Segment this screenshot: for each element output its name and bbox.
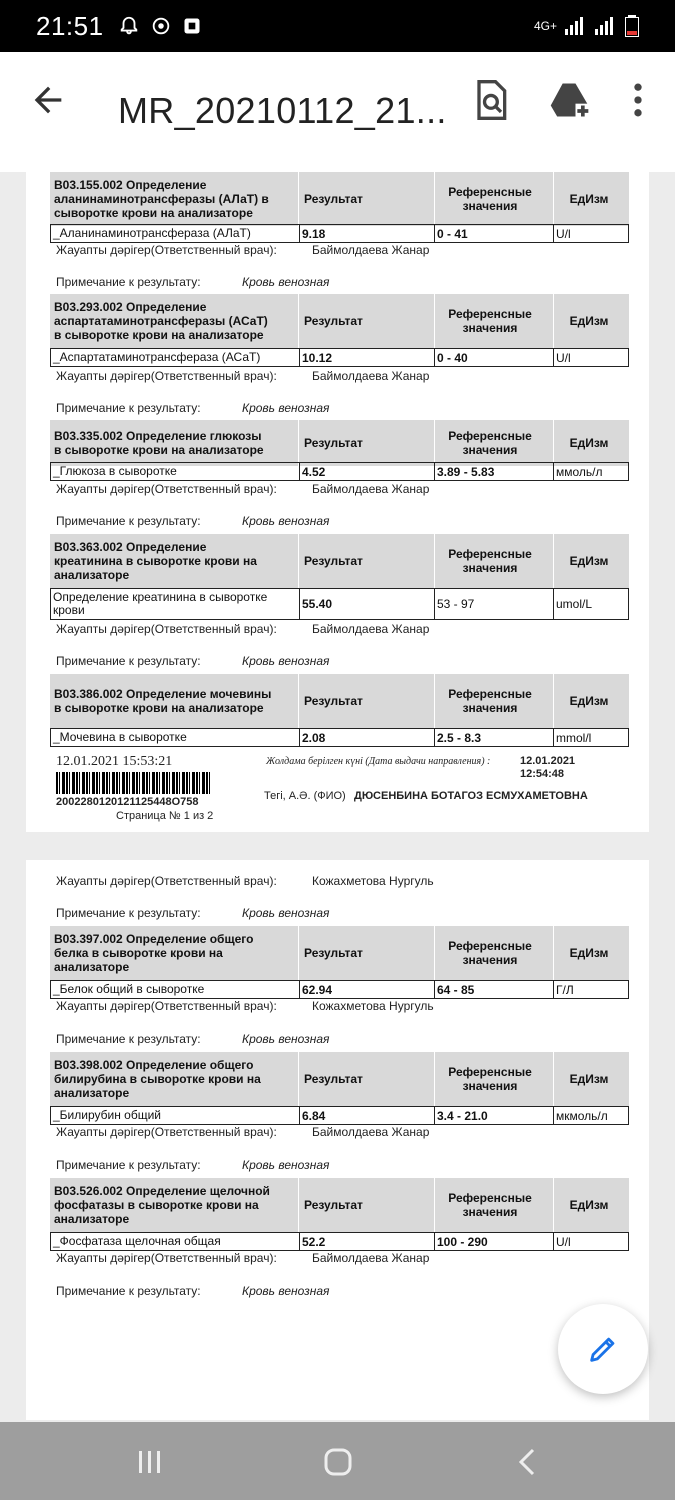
result-unit: U/l — [553, 349, 628, 366]
result-name: _Белок общий в сыворотке — [53, 982, 205, 996]
screenshot-icon — [182, 16, 202, 36]
note-value: Кровь венозная — [242, 654, 330, 668]
page-number: Страница № 1 из 2 — [116, 810, 214, 822]
result-row — [50, 588, 629, 620]
note-label: Примечание к результату: — [56, 275, 201, 289]
result-row — [50, 1106, 629, 1125]
doctor-name: Баймолдаева Жанар — [312, 482, 430, 496]
col-ref: Референсные значения — [448, 1191, 532, 1219]
col-ref: Референсные значения — [448, 939, 532, 967]
document-title: MR_20210112_21... — [118, 90, 447, 131]
result-value: 62.94 — [299, 981, 434, 998]
test-title: B03.293.002 Определение аспартатаминотрансферазы (АСаТ) в сыворотке крови на анализаторе — [54, 300, 268, 342]
doctor-label: Жауапты дәрігер(Ответственный врач): — [56, 1251, 277, 1265]
result-name: _Мочевина в сыворотке — [53, 730, 187, 744]
col-unit: ЕдИзм — [569, 314, 609, 328]
pencil-icon — [586, 1332, 620, 1366]
back-nav-icon[interactable] — [508, 1442, 548, 1482]
col-ref: Референсные значения — [448, 547, 532, 575]
doctor-label: Жауапты дәрігер(Ответственный врач): — [56, 482, 277, 496]
note-label: Примечание к результату: — [56, 514, 201, 528]
result-ref: 100 - 290 — [434, 1233, 554, 1250]
doctor-label: Жауапты дәрігер(Ответственный врач): — [56, 622, 277, 636]
doctor-label: Жауапты дәрігер(Ответственный врач): — [56, 1125, 277, 1139]
print-datetime: 12.01.2021 15:53:21 — [56, 754, 173, 769]
col-unit: ЕдИзм — [569, 1072, 609, 1086]
doctor-label: Жауапты дәрігер(Ответственный врач): — [56, 369, 277, 383]
result-row — [50, 1232, 629, 1251]
result-row — [50, 728, 629, 747]
col-unit: ЕдИзм — [569, 436, 609, 450]
result-ref: 64 - 85 — [434, 981, 554, 998]
result-name: _Билирубин общий — [53, 1108, 161, 1122]
test-title: B03.386.002 Определение мочевины в сыворотке крови на анализаторе — [54, 687, 272, 715]
result-value: 9.18 — [299, 225, 434, 242]
note-value: Кровь венозная — [242, 1158, 330, 1172]
col-result: Результат — [304, 694, 363, 708]
document-page-1 — [26, 172, 649, 832]
status-right — [534, 15, 639, 37]
test-header — [50, 926, 629, 980]
result-ref: 3.89 - 5.83 — [434, 463, 554, 480]
col-unit: ЕдИзм — [569, 946, 609, 960]
note-value: Кровь венозная — [242, 906, 330, 920]
result-name: _Глюкоза в сыворотке — [53, 464, 177, 478]
test-header — [50, 674, 629, 728]
col-result: Результат — [304, 314, 363, 328]
result-unit: mmol/l — [553, 729, 628, 746]
doctor-name: Баймолдаева Жанар — [312, 622, 430, 636]
direction-date: 12.01.2021 — [520, 755, 576, 767]
result-unit: ммоль/л — [553, 463, 628, 480]
test-title: B03.335.002 Определение глюкозы в сыворотке крови на анализаторе — [54, 429, 264, 457]
note-label: Примечание к результату: — [56, 906, 201, 920]
document-page-2 — [26, 860, 649, 1420]
note-value: Кровь венозная — [242, 514, 330, 528]
note-value: Кровь венозная — [242, 401, 330, 415]
barcode — [56, 772, 211, 794]
result-row — [50, 980, 629, 999]
result-ref: 3.4 - 21.0 — [434, 1107, 554, 1124]
result-value: 55.40 — [299, 589, 434, 619]
result-unit: U/l — [553, 225, 628, 242]
fio-label: Тегі, А.Ә. (ФИО) — [264, 790, 346, 802]
patient-fio: ДЮСЕНБИНА БОТАГОЗ ЕСМУХАМЕТОВНА — [354, 790, 588, 802]
home-icon[interactable] — [318, 1442, 358, 1482]
col-ref: Референсные значения — [448, 687, 532, 715]
col-ref: Референсные значения — [448, 185, 532, 213]
result-unit: umol/L — [553, 589, 628, 619]
result-name: _Фосфатаза щелочная общая — [53, 1234, 221, 1248]
col-result: Результат — [304, 1072, 363, 1086]
doctor-name: Баймолдаева Жанар — [312, 1125, 430, 1139]
test-header — [50, 1178, 629, 1232]
doctor-label: Жауапты дәрігер(Ответственный врач): — [56, 999, 277, 1013]
result-name: _Аланинаминотрансфераза (АЛаТ) — [53, 226, 251, 240]
back-arrow-icon[interactable] — [28, 80, 68, 120]
col-unit: ЕдИзм — [569, 694, 609, 708]
col-result: Результат — [304, 436, 363, 450]
result-row — [50, 224, 629, 243]
status-icons — [118, 15, 202, 37]
col-ref: Референсные значения — [448, 1065, 532, 1093]
doctor-name: Кожахметова Нургуль — [312, 874, 434, 888]
recent-apps-icon[interactable] — [130, 1442, 170, 1482]
edit-fab-button[interactable] — [558, 1304, 648, 1394]
network-type: 4G+ — [533, 19, 557, 33]
doctor-label: Жауапты дәрігер(Ответственный врач): — [56, 874, 277, 888]
direction-time: 12:54:48 — [520, 768, 565, 780]
col-result: Результат — [304, 1198, 363, 1212]
note-label: Примечание к результату: — [56, 1284, 201, 1298]
barcode-number: 2002280120121125448O758 — [56, 796, 199, 808]
result-value: 10.12 — [299, 349, 434, 366]
bell-icon — [118, 15, 140, 37]
note-label: Примечание к результату: — [56, 654, 201, 668]
app-bar — [0, 52, 675, 172]
result-value: 52.2 — [299, 1233, 434, 1250]
result-unit: мкмоль/л — [553, 1107, 628, 1124]
note-value: Кровь венозная — [242, 1284, 330, 1298]
note-label: Примечание к результату: — [56, 401, 201, 415]
test-title: B03.398.002 Определение общего билирубина в сыворотке крови на анализаторе — [54, 1058, 261, 1100]
result-row — [50, 462, 629, 481]
result-name: _Аспартатаминотрансфераза (АСаТ) — [53, 350, 261, 364]
col-unit: ЕдИзм — [569, 554, 609, 568]
result-value: 2.08 — [299, 729, 434, 746]
signal-icon-2 — [595, 17, 617, 35]
test-title: B03.397.002 Определение общего белка в сыворотке крови на анализаторе — [54, 932, 254, 974]
result-unit: U/l — [553, 1233, 628, 1250]
result-unit: Г/Л — [553, 981, 628, 998]
more-options-icon[interactable] — [616, 78, 660, 122]
doctor-name: Баймолдаева Жанар — [312, 1251, 430, 1265]
doctor-label: Жауапты дәрігер(Ответственный врач): — [56, 243, 277, 257]
note-value: Кровь венозная — [242, 275, 330, 289]
result-value: 6.84 — [299, 1107, 434, 1124]
test-header — [50, 534, 629, 588]
status-time: 21:51 — [36, 10, 104, 41]
doctor-name: Баймолдаева Жанар — [312, 369, 430, 383]
test-title: B03.155.002 Определение аланинаминотрансферазы (АЛаТ) в сыворотке крови на анализаторе — [54, 178, 269, 220]
note-value: Кровь венозная — [242, 1032, 330, 1046]
result-value: 4.52 — [299, 463, 434, 480]
result-row — [50, 348, 629, 367]
result-name: Определение креатинина в сыворотке крови — [53, 590, 268, 617]
doctor-name: Кожахметова Нургуль — [312, 999, 434, 1013]
sync-icon — [150, 15, 172, 37]
test-header — [50, 294, 629, 348]
col-result: Результат — [304, 192, 363, 206]
note-label: Примечание к результату: — [56, 1032, 201, 1046]
col-result: Результат — [304, 946, 363, 960]
test-header — [50, 1052, 629, 1106]
test-header — [50, 420, 629, 466]
col-ref: Референсные значения — [448, 429, 532, 457]
doctor-name: Баймолдаева Жанар — [312, 243, 430, 257]
col-ref: Референсные значения — [448, 307, 532, 335]
test-header — [50, 172, 629, 226]
result-ref: 2.5 - 8.3 — [434, 729, 554, 746]
col-unit: ЕдИзм — [569, 192, 609, 206]
col-unit: ЕдИзм — [569, 1198, 609, 1212]
result-ref: 0 - 40 — [434, 349, 554, 366]
system-nav-bar — [0, 1422, 675, 1500]
add-to-drive-icon[interactable] — [548, 78, 592, 122]
signal-icon — [565, 17, 587, 35]
battery-icon — [625, 15, 639, 37]
status-bar — [0, 0, 675, 52]
test-title: B03.526.002 Определение щелочной фосфатазы в сыворотке крови на анализаторе — [54, 1184, 270, 1226]
note-label: Примечание к результату: — [56, 1158, 201, 1172]
test-title: B03.363.002 Определение креатинина в сыворотке крови на анализаторе — [54, 540, 257, 582]
col-result: Результат — [304, 554, 363, 568]
direction-date-label: Жолдама берілген күні (Дата выдачи направления) : — [266, 756, 491, 767]
find-in-page-icon[interactable] — [468, 78, 512, 122]
result-ref: 53 - 97 — [434, 589, 554, 619]
result-ref: 0 - 41 — [434, 225, 554, 242]
